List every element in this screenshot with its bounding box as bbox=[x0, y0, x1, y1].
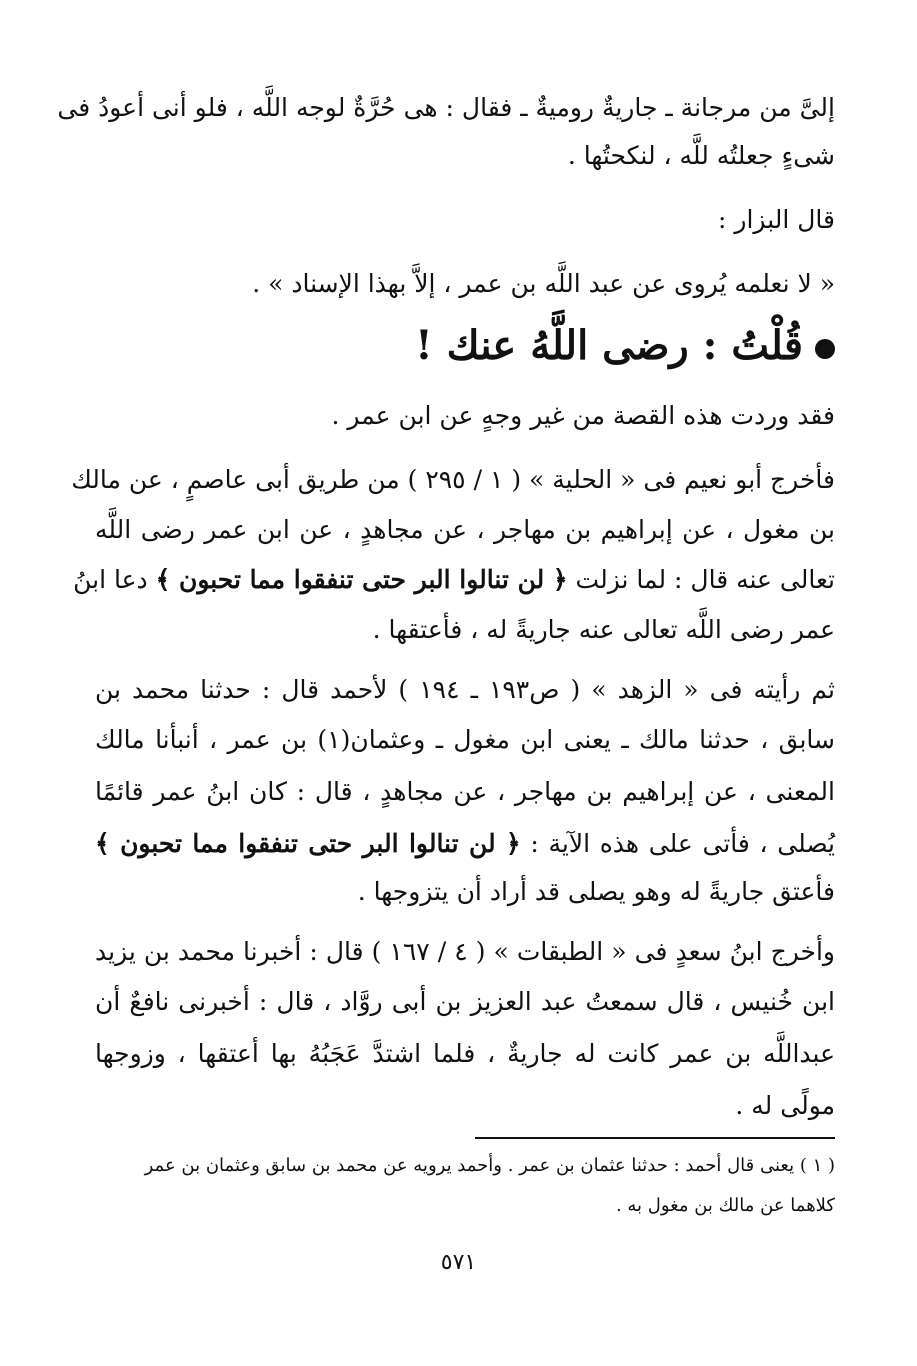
paragraph-line: فقد وردت هذه القصة من غير وجهٍ عن ابن عمر . bbox=[331, 401, 835, 430]
footnote-line: كلاهما عن مالك بن مغول به . bbox=[615, 1195, 835, 1216]
footnote-line: ( ١ ) يعنى قال أحمد : حدثنا عثمان بن عمر . وأحمد يرويه عن محمد بن سابق وعثمان بن عمر bbox=[144, 1155, 835, 1176]
paragraph-line: سابق ، حدثنا مالك ـ يعنى ابن مغول ـ وعثمان(١) بن عمر ، أنبأنا مالك bbox=[95, 725, 835, 754]
text-segment: يُصلى ، فأتى على هذه الآية : bbox=[520, 829, 835, 858]
paragraph-line: ثم رأيته فى « الزهد » ( ص١٩٣ ـ ١٩٤ ) لأحمد قال : حدثنا محمد بن bbox=[95, 675, 836, 704]
text-segment: تعالى عنه قال : لما نزلت bbox=[567, 565, 835, 594]
paragraph-line bbox=[73, 558, 835, 602]
paragraph-line: بن مغول ، عن إبراهيم بن مهاجر ، عن مجاهدٍ ، عن ابن عمر رضى اللَّه bbox=[95, 515, 835, 544]
section-heading bbox=[415, 318, 835, 374]
page-number: ٥٧١ bbox=[440, 1250, 477, 1275]
paragraph-line: فأعتق جاريةً له وهو يصلى قد أراد أن يتزوجها . bbox=[357, 877, 835, 906]
body-line: شىءٍ جعلتُه للَّه ، لنكحتُها . bbox=[567, 141, 835, 170]
paragraph-line: عبداللَّه بن عمر كانت له جاريةٌ ، فلما اشتدَّ عَجَبُهُ بها أعتقها ، وزوجها bbox=[95, 1039, 835, 1068]
text-segment: دعا ابنُ bbox=[73, 565, 156, 594]
body-line: « لا نعلمه يُروى عن عبد اللَّه بن عمر ، إلاَّ بهذا الإسناد » . bbox=[252, 269, 835, 298]
paragraph-line: وأخرج ابنُ سعدٍ فى « الطبقات » ( ٤ / ١٦٧ ) قال : أخبرنا محمد بن يزيد bbox=[95, 937, 835, 966]
paragraph-line: فأخرج أبو نعيم فى « الحلية » ( ١ / ٢٩٥ ) من طريق أبى عاصمٍ ، عن مالك bbox=[71, 465, 835, 494]
bullet-icon bbox=[815, 339, 835, 359]
quran-quote: ﴿ لن تنالوا البر حتى تنفقوا مما تحبون ﴾ bbox=[155, 565, 568, 594]
body-line: قال البزار : bbox=[718, 205, 835, 234]
paragraph-line: المعنى ، عن إبراهيم بن مهاجر ، عن مجاهدٍ ، قال : كان ابنُ عمر قائمًا bbox=[95, 777, 835, 806]
body-line: إلىَّ من مرجانة ـ جاريةٌ روميةٌ ـ فقال : هى حُرَّةٌ لوجه اللَّه ، فلو أنى أعودُ فى bbox=[57, 93, 835, 122]
heading-text: قُلْتُ : رضى اللَّهُ عنك ! bbox=[415, 322, 803, 369]
footnote-separator bbox=[475, 1137, 835, 1139]
paragraph-line: ابن خُنيس ، قال سمعتُ عبد العزيز بن أبى روَّاد ، قال : أخبرنى نافعٌ أن bbox=[95, 987, 835, 1016]
quran-quote: ﴿ لن تنالوا البر حتى تنفقوا مما تحبون ﴾ bbox=[95, 829, 521, 858]
paragraph-line bbox=[95, 822, 835, 866]
paragraph-line: عمر رضى اللَّه تعالى عنه جاريةً له ، فأعتقها . bbox=[372, 615, 835, 644]
paragraph-line: مولًى له . bbox=[735, 1091, 835, 1120]
